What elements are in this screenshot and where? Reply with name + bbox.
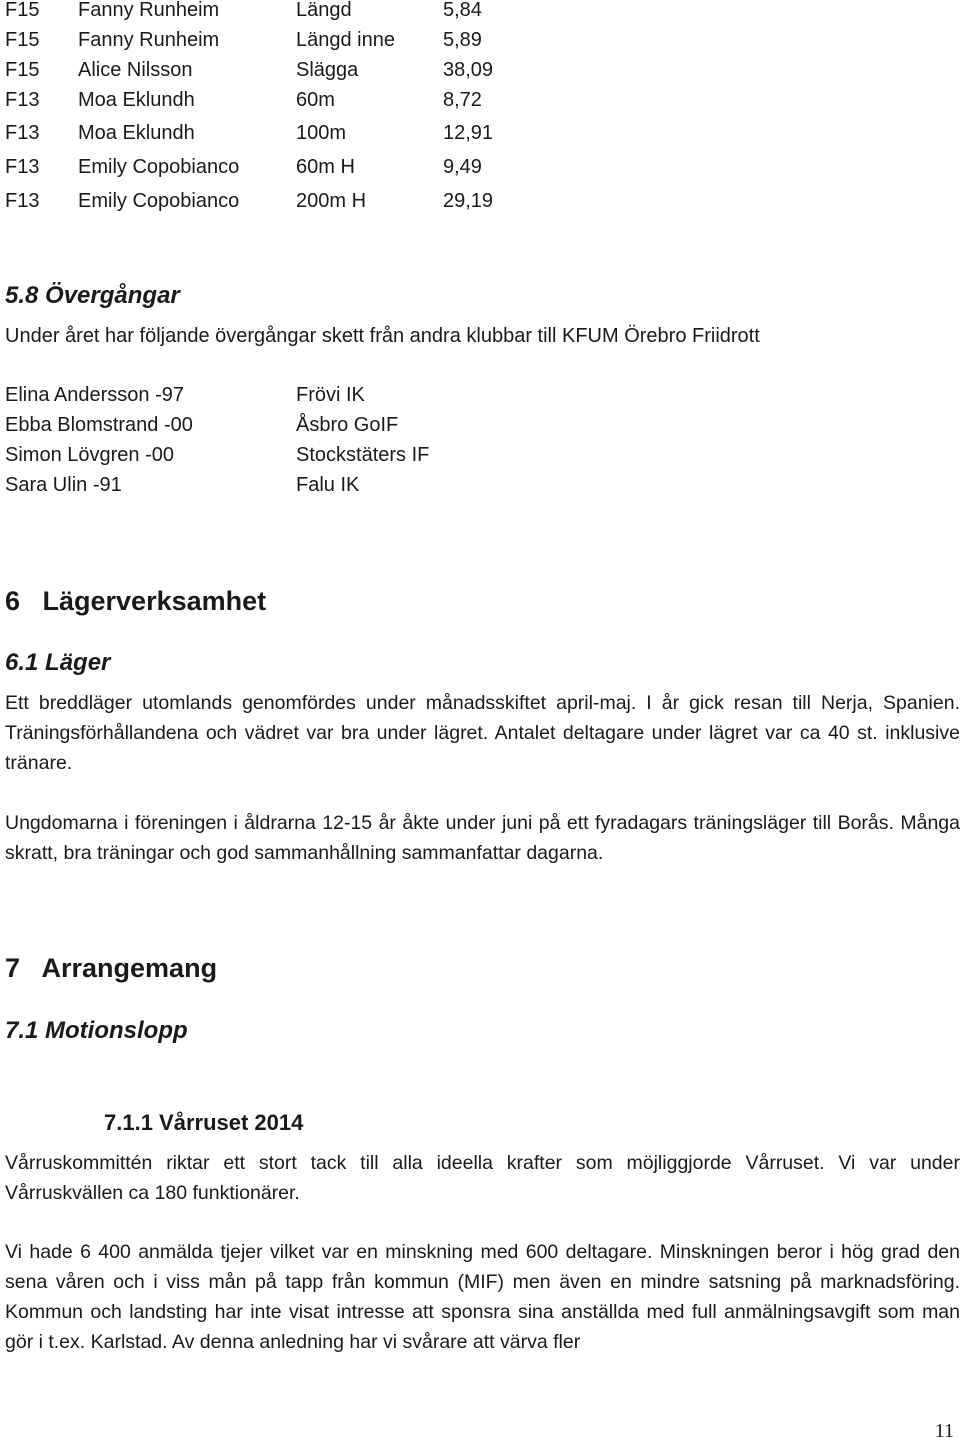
result-class: F15 — [5, 0, 40, 21]
result-value: 38,09 — [443, 59, 494, 81]
transfer-club: Falu IK — [296, 474, 360, 496]
result-value: 8,72 — [443, 89, 482, 111]
result-class: F13 — [5, 156, 40, 178]
section-6-1-paragraph-2: Ungdomarna i föreningen i åldrarna 12-15 år åkte under juni på ett fyradagars träningsläger till Borås. Många skratt, bra träningar och god sammanhållning sammanfattar dagarna. — [5, 812, 960, 864]
page-number: 11 — [934, 1420, 954, 1442]
result-class: F15 — [5, 59, 40, 81]
result-event: 200m H — [296, 190, 367, 212]
result-class: F13 — [5, 190, 40, 212]
section-7-1-1-paragraph-2: Vi hade 6 400 anmälda tjejer vilket var en minskning med 600 deltagare. Minskningen beror i hög grad den sena våren och i viss mån på tapp från kommun (MIF) men även en mindre satsning på marknadsföring. Kommun och landsting har inte visat intresse att sponsra sina anställda med full anmälningsavgift som man gör i t.ex. Karlstad. Av denna anledning har vi svårare att värva fler — [5, 1241, 960, 1353]
section-7-1-1-heading: 7.1.1 Vårruset 2014 — [104, 1110, 304, 1135]
transfer-person: Sara Ulin -91 — [5, 474, 122, 496]
result-class: F15 — [5, 29, 40, 51]
result-athlete: Fanny Runheim — [78, 29, 220, 51]
section-6-1-paragraph-1: Ett breddläger utomlands genomfördes under månadsskiftet april-maj. I år gick resan till Nerja, Spanien. Träningsförhållandena och vädret var bra under lägret. Antalet deltagare under lägret var ca 40 st. inklusive tränare. — [5, 692, 960, 774]
result-athlete: Fanny Runheim — [78, 0, 220, 21]
result-value: 12,91 — [443, 122, 494, 144]
section-6-1-heading: 6.1 Läger — [5, 649, 111, 676]
result-athlete: Alice Nilsson — [78, 59, 193, 81]
result-value: 9,49 — [443, 156, 482, 178]
result-event: Längd inne — [296, 29, 395, 51]
transfer-person: Elina Andersson -97 — [5, 384, 185, 406]
result-event: 60m H — [296, 156, 355, 178]
transfer-person: Simon Lövgren -00 — [5, 444, 174, 466]
result-event: 100m — [296, 122, 347, 144]
result-event: Längd — [296, 0, 352, 21]
result-athlete: Emily Copobianco — [78, 156, 240, 178]
result-value: 5,84 — [443, 0, 482, 21]
transfer-person: Ebba Blomstrand -00 — [5, 414, 193, 436]
result-athlete: Emily Copobianco — [78, 190, 240, 212]
section-5-8-heading: 5.8 Övergångar — [5, 282, 180, 309]
section-7-1-heading: 7.1 Motionslopp — [5, 1017, 188, 1044]
section-7-heading: 7 Arrangemang — [5, 953, 218, 983]
transfer-club: Åsbro GoIF — [296, 414, 399, 436]
result-class: F13 — [5, 89, 40, 111]
transfer-club: Stockstäters IF — [296, 444, 430, 466]
result-athlete: Moa Eklundh — [78, 122, 195, 144]
result-event: 60m — [296, 89, 335, 111]
result-class: F13 — [5, 122, 40, 144]
result-event: Slägga — [296, 59, 359, 81]
result-athlete: Moa Eklundh — [78, 89, 195, 111]
section-5-8-intro: Under året har följande övergångar skett från andra klubbar till KFUM Örebro Friidrott — [5, 325, 760, 347]
transfer-club: Frövi IK — [296, 384, 365, 406]
result-value: 5,89 — [443, 29, 482, 51]
section-7-1-1-paragraph-1: Vårruskommittén riktar ett stort tack till alla ideella krafter som möjliggjorde Vårruset. Vi var under Vårruskvällen ca 180 funktionärer. — [5, 1152, 960, 1204]
section-6-heading: 6 Lägerverksamhet — [5, 586, 267, 616]
result-value: 29,19 — [443, 190, 494, 212]
